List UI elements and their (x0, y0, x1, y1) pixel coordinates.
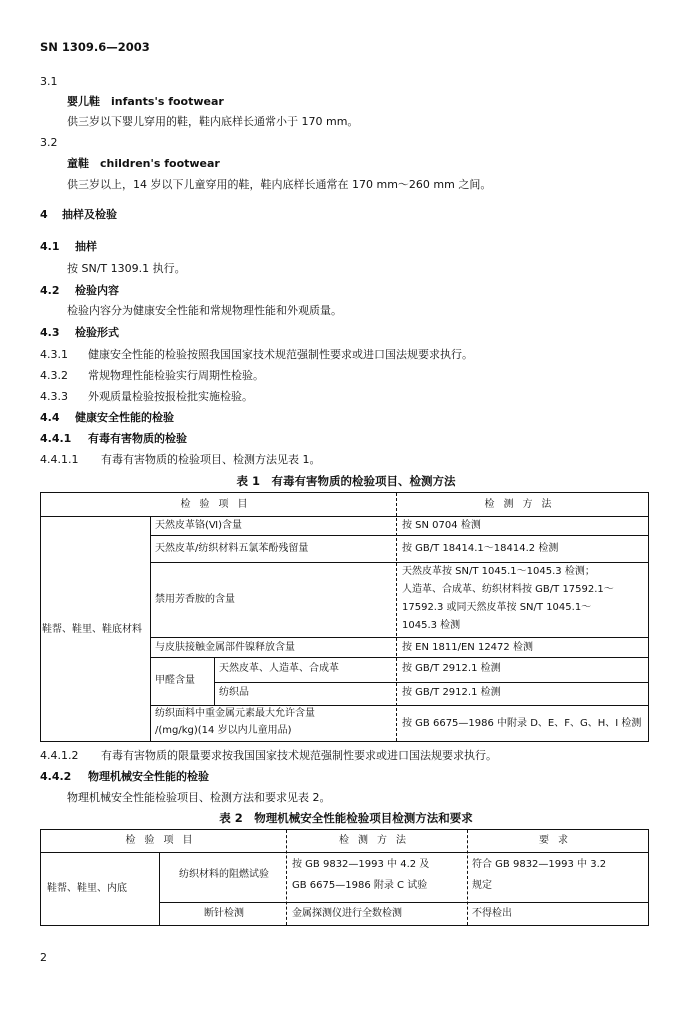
section-number: 4.4.2 (40, 770, 72, 783)
table-rule (150, 657, 648, 658)
body-text: 检验内容分为健康安全性能和常规物理性能和外观质量。 (67, 304, 342, 317)
section-number: 3.1 (40, 75, 58, 88)
section-title: 抽样 (75, 240, 97, 253)
table2-requirement: 规定 (472, 880, 492, 891)
table-rule (214, 657, 215, 705)
table2-header-item: 检验项目 (125, 835, 202, 846)
table1-item: 纺织面料中重金属元素最大允许含量 (155, 708, 315, 719)
section-number: 4.3.1 (40, 348, 68, 361)
definition-text: 供三岁以下婴儿穿用的鞋，鞋内底样长通常小于 170 mm。 (67, 115, 359, 128)
section-number: 4.3.3 (40, 390, 68, 403)
table1-method: 按 GB/T 2912.1 检测 (402, 687, 501, 698)
section-number: 3.2 (40, 136, 58, 149)
section-title: 检验形式 (75, 326, 119, 339)
section-title: 物理机械安全性能的检验 (88, 770, 209, 783)
table1-item: 纺织品 (219, 687, 249, 698)
table1-item: 与皮肤接触金属部件镍释放含量 (155, 642, 295, 653)
body-text: 物理机械安全性能检验项目、检测方法和要求见表 2。 (67, 791, 331, 804)
term-childrens-footwear: 童鞋 children's footwear (67, 157, 220, 170)
section-number: 4.4.1.2 (40, 749, 79, 762)
section-title: 有毒有害物质的检验 (88, 432, 187, 445)
table1-group-label: 鞋帮、鞋里、鞋底材料 (42, 624, 142, 635)
table1-method: 人造革、合成革、纺织材料按 GB/T 17592.1～ (402, 584, 614, 595)
table1-subgroup-label: 甲醛含量 (155, 675, 195, 686)
table1-item: /(mg/kg)(14 岁以内儿童用品) (155, 725, 292, 736)
table-rule (159, 852, 160, 925)
table-rule (41, 516, 648, 517)
table-rule (396, 493, 397, 741)
table2-caption: 表 2 物理机械安全性能检验项目检测方法和要求 (219, 811, 473, 825)
table2-header-req: 要求 (539, 835, 577, 846)
table1-method: 17592.3 或同天然皮革按 SN/T 1045.1～ (402, 602, 592, 613)
table1 (40, 492, 649, 742)
table-rule (150, 637, 648, 638)
body-text: 有毒有害物质的限量要求按我国国家技术规范强制性要求或进口国法规要求执行。 (101, 749, 497, 762)
table1-item: 天然皮革/纺织材料五氯苯酚残留量 (155, 543, 309, 554)
table-rule (150, 535, 648, 536)
definition-text: 供三岁以上，14 岁以下儿童穿用的鞋，鞋内底样长通常在 170 mm～260 mm 之间。 (67, 178, 492, 191)
section-title: 抽样及检验 (62, 208, 117, 221)
table1-header-item: 检验项目 (180, 499, 257, 510)
body-text: 按 SN/T 1309.1 执行。 (67, 262, 186, 275)
section-number: 4.4.1 (40, 432, 72, 445)
section-title: 检验内容 (75, 284, 119, 297)
section-number: 4.3 (40, 326, 60, 339)
table1-method: 按 GB/T 2912.1 检测 (402, 663, 501, 674)
body-text: 外观质量检验按报检批实施检验。 (88, 390, 253, 403)
page-number: 2 (40, 951, 47, 964)
document-id-header: SN 1309.6—2003 (40, 40, 150, 54)
section-number: 4.2 (40, 284, 60, 297)
table1-header-method: 检测方法 (484, 499, 561, 510)
table1-method: 按 EN 1811/EN 12472 检测 (402, 642, 533, 653)
body-text: 有毒有害物质的检验项目、检测方法见表 1。 (101, 453, 321, 466)
table-rule (159, 902, 648, 903)
term-infants-footwear: 婴儿鞋 infants's footwear (67, 95, 224, 108)
table1-method: 按 GB 6675—1986 中附录 D、E、F、G、H、I 检测 (402, 718, 642, 729)
table2-group-label: 鞋帮、鞋里、内底 (47, 883, 127, 894)
table1-method: 按 SN 0704 检测 (402, 520, 481, 531)
table2-requirement: 不得检出 (472, 908, 512, 919)
table2 (40, 829, 649, 926)
table1-method: 按 GB/T 18414.1～18414.2 检测 (402, 543, 559, 554)
table2-requirement: 符合 GB 9832—1993 中 3.2 (472, 859, 607, 870)
table1-method: 天然皮革按 SN/T 1045.1～1045.3 检测； (402, 566, 595, 577)
table2-item: 纺织材料的阻燃试验 (179, 869, 269, 880)
body-text: 常规物理性能检验实行周期性检验。 (88, 369, 264, 382)
section-title: 健康安全性能的检验 (75, 411, 174, 424)
table1-item: 禁用芳香胺的含量 (155, 594, 235, 605)
table-rule (41, 852, 648, 853)
table1-caption: 表 1 有毒有害物质的检验项目、检测方法 (236, 474, 456, 488)
table2-method: GB 6675—1986 附录 C 试验 (292, 880, 428, 891)
section-number: 4 (40, 208, 48, 221)
table1-item: 天然皮革、人造革、合成革 (219, 663, 339, 674)
section-number: 4.4.1.1 (40, 453, 79, 466)
table-rule (214, 682, 648, 683)
table2-header-method: 检测方法 (339, 835, 415, 846)
section-number: 4.3.2 (40, 369, 68, 382)
section-number: 4.4 (40, 411, 60, 424)
body-text: 健康安全性能的检验按照我国国家技术规范强制性要求或进口国法规要求执行。 (88, 348, 473, 361)
section-number: 4.1 (40, 240, 60, 253)
table1-item: 天然皮革铬(Ⅵ)含量 (155, 520, 243, 531)
table1-method: 1045.3 检测 (402, 620, 461, 631)
table2-item: 断针检测 (204, 908, 244, 919)
table2-method: 按 GB 9832—1993 中 4.2 及 (292, 859, 430, 870)
table2-method: 金属探测仪进行全数检测 (292, 908, 402, 919)
table-rule (150, 516, 151, 741)
